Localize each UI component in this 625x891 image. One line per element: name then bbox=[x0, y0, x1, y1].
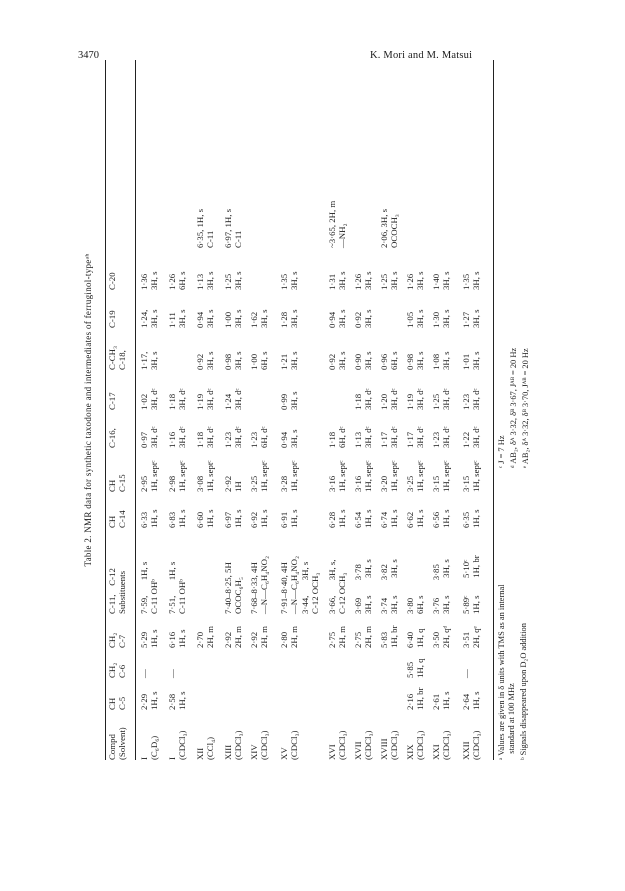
table-row bbox=[327, 60, 353, 760]
table-cell: 1·24, 3H, s bbox=[138, 309, 159, 328]
page-number: 3470 bbox=[78, 50, 99, 61]
table-cell: 1·35 3H, s bbox=[460, 271, 481, 290]
column-header: CH₂ C-7 bbox=[106, 632, 127, 648]
table-cell: 2·92 2H, m bbox=[248, 626, 269, 648]
table-cell: 1·23 6H, dᶜ bbox=[248, 426, 269, 448]
table-cell: 0·90 3H, s bbox=[352, 351, 373, 370]
table-cell: 1·22 3H, dᶜ bbox=[460, 426, 481, 448]
table-cell: 0·92 3H, s bbox=[352, 309, 373, 328]
table-cell: 1·18 3H, dᶜ bbox=[194, 426, 215, 448]
column-header: Compd (Solvent) bbox=[106, 727, 127, 760]
table-cell: 1·30 3H, s bbox=[430, 309, 451, 328]
column-header: C-11, C-12 Substituents bbox=[106, 568, 127, 614]
table-cell: XII (CCl₄) bbox=[194, 736, 215, 760]
footnote: ᵇ Signals disappeared upon D₂O addition bbox=[518, 623, 528, 760]
table-cell: XXII (CDCl₃) bbox=[460, 730, 481, 760]
column-header: C-19 bbox=[106, 310, 117, 328]
table-cell: 1·19 3H, dᶜ bbox=[194, 388, 215, 410]
table-cell: XVII (CDCl₃) bbox=[352, 730, 373, 760]
table-cell: 1·18 3H, dᶜ bbox=[352, 388, 373, 410]
table-cell: 2·95 1H, septᶜ bbox=[138, 460, 159, 492]
table-header-row bbox=[107, 60, 135, 760]
column-header: CH C-5 bbox=[106, 696, 127, 710]
table-cell: 6·16 1H, s bbox=[166, 629, 187, 648]
table-cell: 6·74 1H, s bbox=[378, 509, 399, 528]
table-cell: 2·92 1H bbox=[222, 475, 243, 492]
column-header: C-CH₃ C-18, bbox=[106, 345, 127, 370]
footnote: ᶜ J = 7 Hz bbox=[496, 435, 506, 468]
table-cell: 1·27 3H, s bbox=[460, 309, 481, 328]
table-cell: 3·74 3·82 3H, s 3H, s bbox=[378, 559, 399, 614]
table-cell: I (CDCl₃) bbox=[166, 730, 187, 760]
table-cell: 1·23 3H, dᶜ bbox=[430, 426, 451, 448]
table-row bbox=[249, 60, 275, 760]
table-cell: 2·75 2H, m bbox=[352, 626, 373, 648]
table-cell: 1·28 3H, s bbox=[278, 309, 299, 328]
table-cell: 1·05 3H, s bbox=[404, 309, 425, 328]
table-cell: 1·08 3H, s bbox=[430, 351, 451, 370]
table-row bbox=[431, 60, 457, 760]
table-cell: 1·00 6H, s bbox=[248, 351, 269, 370]
table-cell: 0·97 3H, dᶜ bbox=[138, 426, 159, 448]
rotated-table bbox=[83, 60, 563, 760]
table-cell: XIX (CDCl₃) bbox=[404, 730, 425, 760]
table-cell: 1·18 6H, dᶜ bbox=[326, 426, 347, 448]
table-cell: 6·97, 1H, s C-11 bbox=[222, 208, 243, 248]
table-cell: 3·20 1H, septᶜ bbox=[378, 460, 399, 492]
table-cell: 3·15 1H, septᶜ bbox=[460, 460, 481, 492]
column-header: C-16, bbox=[106, 428, 117, 448]
table-cell: 1·23 3H, dᶜ bbox=[222, 426, 243, 448]
table-cell: 6·62 1H, s bbox=[404, 509, 425, 528]
table-cell: 3·15 1H, septᶜ bbox=[430, 460, 451, 492]
table-row bbox=[195, 60, 221, 760]
table-cell: 1·20 3H, dᶜ bbox=[378, 388, 399, 410]
table-cell: ~3·65, 2H, m —NH₂ bbox=[326, 200, 347, 248]
table-cell: 1·17, 3H, s bbox=[138, 351, 159, 370]
table-cell: 1·26 3H, s bbox=[404, 271, 425, 290]
table-rule-header bbox=[135, 60, 136, 760]
table-cell: 1·35 3H, s bbox=[278, 271, 299, 290]
table-cell: XXI (CDCl₃) bbox=[430, 730, 451, 760]
table-cell: XIV (CDCl₃) bbox=[248, 730, 269, 760]
column-header: CH₂ C-6 bbox=[106, 662, 127, 678]
table-caption: Table 2. NMR data for synthetic taxodone and intermediates of ferruginol-typeᵃʰ bbox=[82, 253, 93, 567]
table-cell: 3·80 6H, s bbox=[404, 595, 425, 614]
table-cell: 7·91–8·40, 4H —N—C₆H₄NO₂ 3·44, 3H, s C-12 OCH₃ bbox=[278, 555, 320, 614]
table-row bbox=[461, 60, 487, 760]
table-cell: 2·58 1H, s bbox=[166, 691, 187, 710]
table-cell: 6·91 1H, s bbox=[278, 509, 299, 528]
table-cell: 2·98 1H, septᶜ bbox=[166, 460, 187, 492]
table-cell: 6·35 1H, s bbox=[460, 509, 481, 528]
table-rule-top bbox=[105, 60, 106, 760]
table-cell: 1·40 3H, s bbox=[430, 271, 451, 290]
table-cell: 0·94 3H, s bbox=[278, 429, 299, 448]
table-cell: 2·29 1H, s bbox=[138, 691, 159, 710]
table-cell: 1·02 3H, dᶜ bbox=[138, 388, 159, 410]
table-cell: 1·19 3H, dᶜ bbox=[404, 388, 425, 410]
table-cell: 1·25 3H, s bbox=[222, 271, 243, 290]
table-cell: 3·69 3·78 3H, s 3H, s bbox=[352, 559, 373, 614]
column-header: C-20 bbox=[106, 272, 117, 290]
table-cell: 0·98 3H, s bbox=[404, 351, 425, 370]
table-cell: 2·16 1H, br bbox=[404, 687, 425, 710]
column-header: CH C-15 bbox=[106, 474, 127, 492]
table-cell: 2·80 2H, m bbox=[278, 626, 299, 648]
table-cell: 0·94 3H, s bbox=[326, 309, 347, 328]
table-cell: 7·51, 1H, s C-11 OHᵇ bbox=[166, 561, 187, 614]
table-cell: 1·11 3H, s bbox=[166, 309, 187, 328]
table-cell: 7·40–8·25, 5H OCOC₆H₅ bbox=[222, 562, 243, 614]
table-cell: 2·64 1H, s bbox=[460, 691, 481, 710]
running-head-authors: K. Mori and M. Matsui bbox=[370, 50, 473, 61]
table-cell: — bbox=[138, 669, 149, 678]
table-cell: 2·92 2H, m bbox=[222, 626, 243, 648]
table-cell: 1·36 3H, s bbox=[138, 271, 159, 290]
footnote: ᵉ AB₂, δᴬ 3·32, δᴮ 3·70, Jᴬᴮ = 20 Hz bbox=[520, 348, 530, 468]
table-cell: 2·06, 3H, s OCOCH₃ bbox=[378, 208, 399, 248]
table-cell: 6·35, 1H, s C-11 bbox=[194, 208, 215, 248]
table-cell: 3·25 1H, septᶜ bbox=[248, 460, 269, 492]
table-cell: 1·01 3H, s bbox=[460, 351, 481, 370]
table-cell: 1·00 3H, s bbox=[222, 309, 243, 328]
table-cell: 2·75 2H, m bbox=[326, 626, 347, 648]
table-cell: 1·31 3H, s bbox=[326, 271, 347, 290]
table-cell: 1·16 3H, dᶜ bbox=[166, 426, 187, 448]
column-header: CH C-14 bbox=[106, 510, 127, 528]
footnote: ᵃ Values are given in δ units with TMS as an internal standard at 100 MHz bbox=[496, 584, 516, 760]
table-cell: 5·85 1H, q bbox=[404, 658, 425, 678]
table-cell: 0·96 6H, s bbox=[378, 351, 399, 370]
table-cell: 6·56 1H, s bbox=[430, 509, 451, 528]
table-row bbox=[167, 60, 193, 760]
table-cell: 1·21 3H, s bbox=[278, 351, 299, 370]
table-cell: XIII (CDCl₃) bbox=[222, 730, 243, 760]
table-cell: 1·26 3H, s bbox=[352, 271, 373, 290]
column-header: C-17 bbox=[106, 392, 117, 410]
table-cell: — bbox=[166, 669, 177, 678]
table-cell: 2·61 1H, s bbox=[430, 691, 451, 710]
table-cell: 0·92 3H, s bbox=[326, 351, 347, 370]
table-cell: 3·25 1H, septᶜ bbox=[404, 460, 425, 492]
table-cell: 1·18 3H, dᶜ bbox=[166, 388, 187, 410]
table-row bbox=[353, 60, 379, 760]
table-row bbox=[379, 60, 405, 760]
table-row bbox=[278, 60, 320, 760]
table-cell: 1·23 3H, dᶜ bbox=[460, 388, 481, 410]
table-row bbox=[405, 60, 431, 760]
table-cell: 6·28 1H, s bbox=[326, 509, 347, 528]
table-cell: 3·16 1H, septᶜ bbox=[352, 460, 373, 492]
table-cell: 1·17 3H, dᶜ bbox=[404, 426, 425, 448]
table-cell: 3·28 1H, septᶜ bbox=[278, 460, 299, 492]
table-cell: 1·26 6H, s bbox=[166, 271, 187, 290]
table-cell: 2·70 2H, m bbox=[194, 626, 215, 648]
table-cell: 5·29 1H, s bbox=[138, 629, 159, 648]
table-cell: 3·16 1H, septᶜ bbox=[326, 460, 347, 492]
table-cell: 0·94 3H, s bbox=[194, 309, 215, 328]
table-cell: 6·33 1H, s bbox=[138, 509, 159, 528]
table-cell: 5·89ᶜ 5·10ᶜ 1H, s 1H, br bbox=[460, 555, 481, 614]
table-cell: 3·66, 3H, s, C-12 OCH₃ bbox=[326, 559, 347, 614]
table-rule-bottom bbox=[493, 60, 494, 760]
table-cell: 6·60 1H, s bbox=[194, 509, 215, 528]
table-cell: 3·50 2H, qᵈ bbox=[430, 625, 451, 648]
table-cell: XVIII (CDCl₃) bbox=[378, 730, 399, 760]
table-cell: 1·24 3H, dᶜ bbox=[222, 388, 243, 410]
table-cell: 0·92 3H, s bbox=[194, 351, 215, 370]
footnote: ᵈ AB₂, δᴬ 3·32, δᴮ 3·67, Jᴬᴮ = 20 Hz bbox=[508, 347, 518, 468]
table-cell: 1·17 3H, dᶜ bbox=[378, 426, 399, 448]
table-cell: 1·25 3H, s bbox=[378, 271, 399, 290]
table-cell: XV (CDCl₃) bbox=[278, 730, 299, 760]
table-cell: I (C₆D₆) bbox=[138, 735, 159, 760]
table-cell: — bbox=[460, 669, 471, 678]
table-cell: 6·54 1H, s bbox=[352, 509, 373, 528]
table-cell: 1·62 3H, s bbox=[248, 309, 269, 328]
table-cell: 3·08 1H, septᶜ bbox=[194, 460, 215, 492]
table-cell: 6·40 1H, q bbox=[404, 628, 425, 648]
table-row bbox=[139, 60, 165, 760]
table-cell: 0·99 3H, s bbox=[278, 391, 299, 410]
table-cell: 5·83 1H, br bbox=[378, 625, 399, 648]
table-cell: 1·25 3H, dᶜ bbox=[430, 388, 451, 410]
table-cell: 3·51 2H, qᵉ bbox=[460, 626, 481, 648]
table-cell: 6·97 1H, s bbox=[222, 509, 243, 528]
table-cell: 0·98 3H, s bbox=[222, 351, 243, 370]
table-cell: 1·13 3H, dᶜ bbox=[352, 426, 373, 448]
table-cell: 6·83 1H, s bbox=[166, 509, 187, 528]
table-cell: 3·76 3·85 3H, s 3H, s bbox=[430, 559, 451, 614]
table-cell: 7·59, 1H, s C-11 OHᵇ bbox=[138, 561, 159, 614]
table-row bbox=[223, 60, 249, 760]
table-cell: XVI (CDCl₃) bbox=[326, 730, 347, 760]
table-cell: 6·92 1H, s bbox=[248, 509, 269, 528]
table-cell: 1·13 3H, s bbox=[194, 271, 215, 290]
table-cell: 7·68–8·33, 4H —N—C₆H₄NO₂ bbox=[248, 555, 269, 614]
